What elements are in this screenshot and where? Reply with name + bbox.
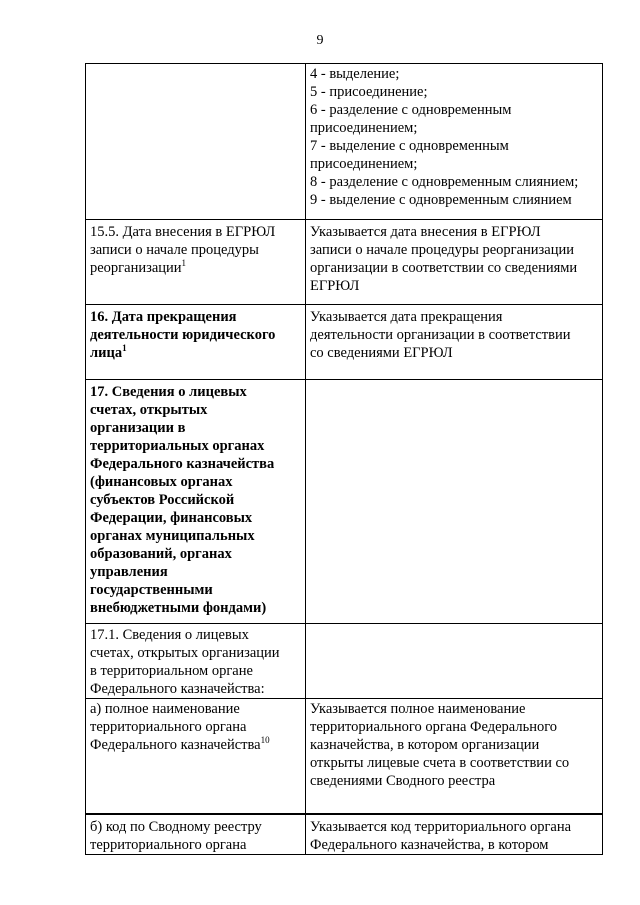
description-cell: [306, 814, 603, 855]
field-name-cell: [86, 64, 306, 220]
field-name-line: 16. Дата прекращения: [90, 309, 237, 325]
field-name-cell: [86, 699, 306, 814]
description-line: ЕГРЮЛ: [310, 278, 360, 294]
description-line: 6 - разделение с одновременным: [310, 102, 512, 118]
description-line: 7 - выделение с одновременным: [310, 138, 509, 154]
description-cell: [306, 624, 603, 699]
description-line: Указывается дата прекращения: [310, 309, 503, 325]
field-name-line: а) полное наименование: [90, 701, 240, 717]
field-name-line: [90, 259, 301, 277]
description-line: Указывается дата внесения в ЕГРЮЛ: [310, 224, 541, 240]
field-name-line: 17.1. Сведения о лицевых: [90, 627, 249, 643]
field-name-line: деятельности юридического: [90, 327, 276, 343]
description-line: Указывается полное наименование: [310, 701, 526, 717]
page-number: 9: [316, 33, 324, 48]
description-line: территориального органа Федерального: [310, 719, 558, 735]
field-name-line: счетах, открытых организации: [90, 645, 280, 661]
field-name-cell: [86, 814, 306, 855]
description-line: записи о начале процедуры реорганизации: [310, 242, 574, 258]
field-name-line: (финансовых органах: [90, 474, 233, 490]
description-line: Федерального казначейства, в котором: [310, 836, 549, 853]
field-name-line: территориального органа: [90, 719, 247, 735]
description-line: 8 - разделение с одновременным слиянием;: [310, 174, 579, 190]
description-line: казначейства, в котором организации: [310, 737, 540, 753]
field-name-line: Федерального казначейства:: [90, 681, 265, 697]
field-name-text: Федерального казначейства: [90, 737, 261, 753]
field-name-line: [90, 344, 301, 362]
field-name-line: [90, 736, 301, 754]
description-line: 9 - выделение с одновременным слиянием: [310, 192, 572, 208]
description-line: со сведениями ЕГРЮЛ: [310, 345, 453, 361]
description-cell: [306, 699, 603, 814]
field-name-cell: [86, 380, 306, 624]
field-name-line: управления: [90, 564, 168, 580]
description-cell: [306, 220, 603, 305]
description-line: присоединением;: [310, 120, 418, 136]
field-name-line: Федерального казначейства: [90, 456, 275, 472]
field-name-cell: [86, 220, 306, 305]
table-row: [86, 220, 603, 305]
field-name-line: в территориальном органе: [90, 663, 253, 679]
field-name-line: Федерации, финансовых: [90, 510, 253, 526]
description-line: сведениями Сводного реестра: [310, 773, 496, 789]
description-line: открыты лицевые счета в соответствии со: [310, 755, 570, 771]
field-name-cell: [86, 624, 306, 699]
field-name-line: записи о начале процедуры: [90, 242, 259, 258]
requirements-table: [85, 63, 603, 855]
description-line: Указывается код территориального органа: [310, 818, 572, 835]
field-name-line: органах муниципальных: [90, 528, 255, 544]
field-name-line: государственными: [90, 582, 213, 598]
table-row: [86, 64, 603, 220]
field-name-line: счетах, открытых: [90, 402, 208, 418]
field-name-line: 17. Сведения о лицевых: [90, 384, 247, 400]
table-row: [86, 305, 603, 380]
field-name-line: б) код по Сводному реестру: [90, 818, 262, 835]
description-line: организации в соответствии со сведениями: [310, 260, 578, 276]
field-name-line: субъектов Российской: [90, 492, 235, 508]
description-cell: [306, 305, 603, 380]
table-row: [86, 699, 603, 814]
field-name-line: территориальных органах: [90, 438, 265, 454]
field-name-cell: [86, 305, 306, 380]
footnote-mark: 1: [122, 343, 127, 354]
table-row: [86, 814, 603, 855]
field-name-line: организации в: [90, 420, 186, 436]
field-name-text: реорганизации: [90, 260, 182, 276]
description-line: деятельности организации в соответствии: [310, 327, 571, 343]
description-cell: [306, 380, 603, 624]
footnote-mark: 10: [260, 735, 270, 746]
field-name-text: лица: [90, 345, 123, 361]
table-row: [86, 380, 603, 624]
field-name-line: внебюджетными фондами): [90, 600, 267, 616]
description-line: присоединением;: [310, 156, 418, 172]
description-line: 5 - присоединение;: [310, 84, 428, 100]
field-name-line: образований, органах: [90, 546, 232, 562]
footnote-mark: 1: [181, 258, 187, 269]
table-row: [86, 624, 603, 699]
field-name-line: территориального органа: [90, 836, 247, 853]
description-cell: [306, 64, 603, 220]
description-line: 4 - выделение;: [310, 66, 400, 82]
field-name-line: 15.5. Дата внесения в ЕГРЮЛ: [90, 224, 276, 240]
